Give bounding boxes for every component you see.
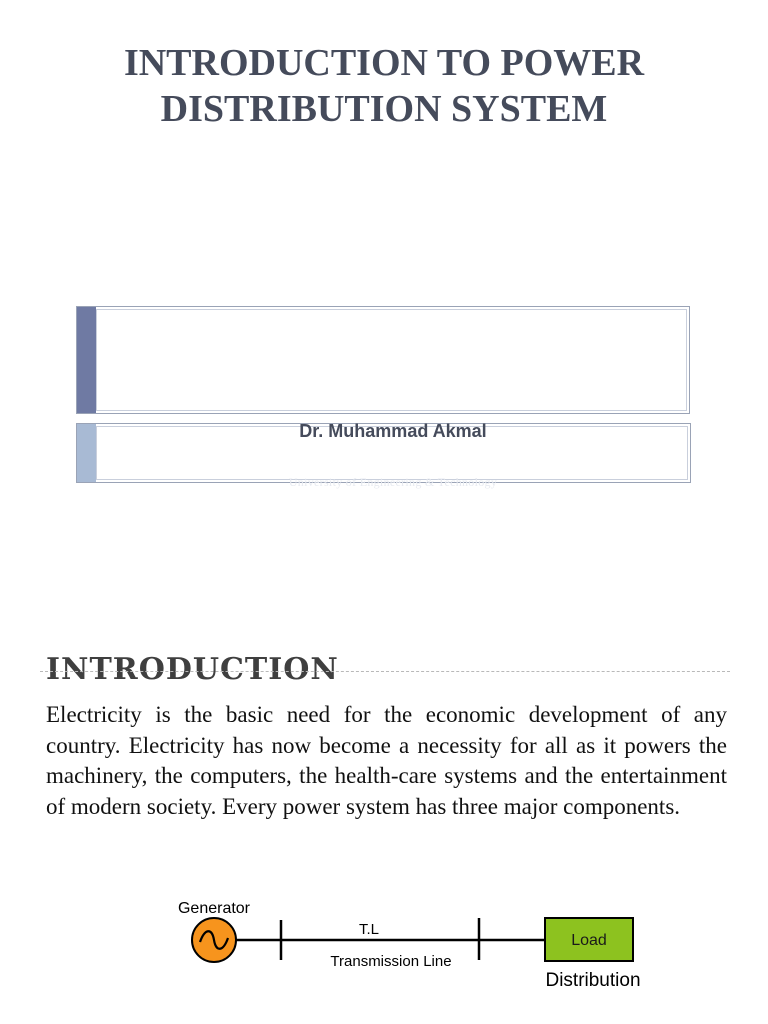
heading-divider bbox=[40, 671, 730, 672]
author-affiliation: University of Engineering & Technology bbox=[288, 475, 498, 489]
generator-label: Generator bbox=[177, 900, 251, 917]
intro-paragraph: Electricity is the basic need for the economic development of any country. Electricity has now become a necessity for all as it powers the machinery, the computers, the health-care systems and the entertainment of modern society. Every power system has three major components. bbox=[46, 702, 727, 819]
title-box-inner-border bbox=[96, 309, 687, 411]
generator-icon bbox=[192, 918, 236, 962]
load-label: Load bbox=[571, 932, 607, 949]
power-system-diagram bbox=[0, 880, 768, 1010]
title-box-accent-bar bbox=[77, 307, 96, 413]
slide-title: INTRODUCTION TO POWER DISTRIBUTION SYSTEM bbox=[123, 42, 645, 130]
tl-label: T.L bbox=[358, 921, 380, 938]
distribution-label: Distribution bbox=[545, 970, 641, 991]
section-heading: INTRODUCTION bbox=[46, 652, 339, 687]
subtitle-box-accent-bar bbox=[77, 424, 96, 482]
transmission-line-label: Transmission Line bbox=[330, 953, 452, 970]
title-box bbox=[76, 306, 690, 414]
author-name: Dr. Muhammad Akmal bbox=[299, 421, 487, 441]
